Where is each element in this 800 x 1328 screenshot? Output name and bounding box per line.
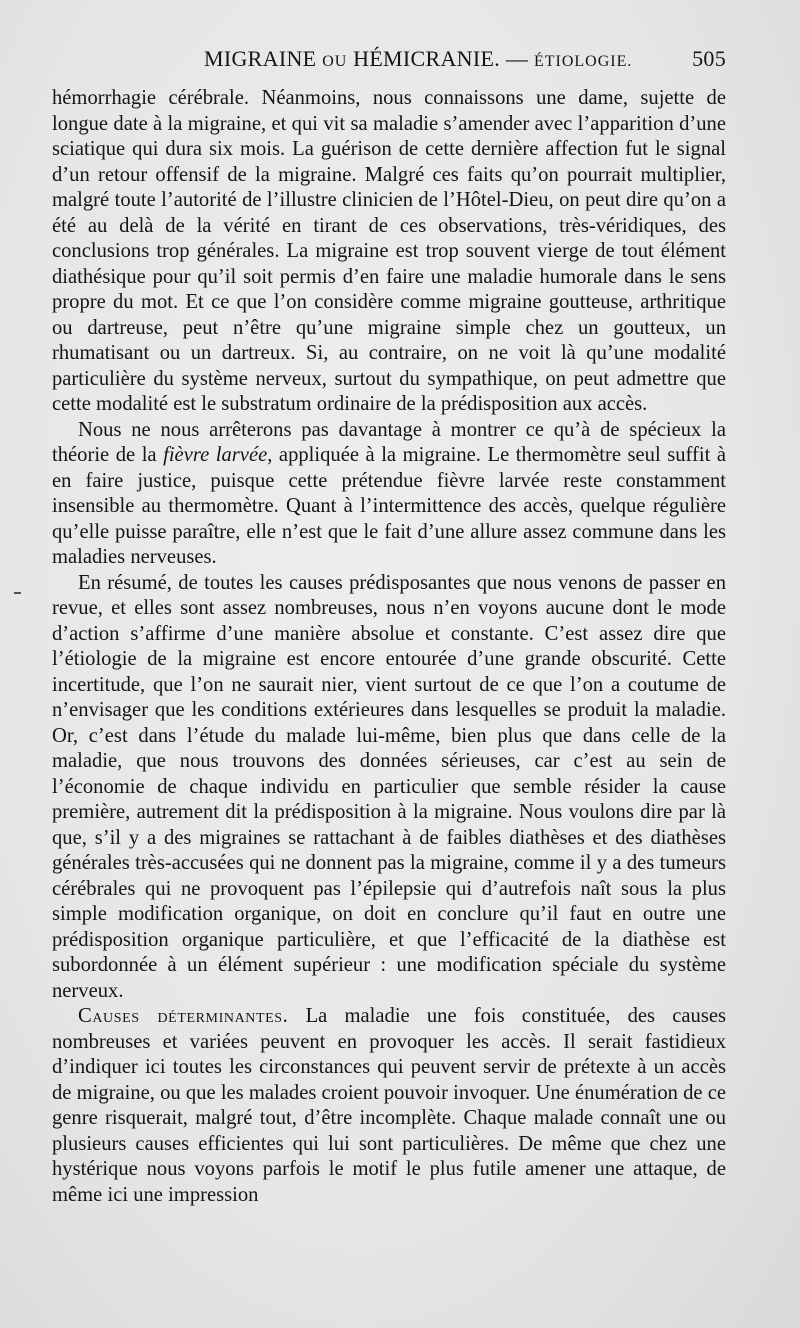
- running-header: [52, 46, 726, 82]
- body-text: [52, 86, 726, 1208]
- title-dash: —: [505, 46, 529, 71]
- paragraph-2: [52, 418, 726, 571]
- title-main: MIGRAINE: [204, 46, 317, 71]
- paragraph-4: [52, 1004, 726, 1208]
- paragraph-2-start: Nous ne nous arrêterons pas davantage à montrer ce qu’à de spécieux la théorie de la: [52, 418, 726, 466]
- running-title: [204, 46, 632, 72]
- italic-term: fièvre larvée: [163, 444, 268, 466]
- paragraph-2-end: , appliquée à la migraine. Le thermomètre seul suffit à en faire justice, puisque cette prétendue fièvre larvée reste constamment insensible au thermomètre. Quant à l’intermittence des accès, quelque régulière qu’elle puisse paraître, elle n’est que le fait d’une allure assez commune dans les maladies nerveuses.: [52, 444, 727, 568]
- title-section: ÉTIOLOGIE.: [533, 53, 633, 70]
- paragraph-1: hémorrhagie cérébrale. Néanmoins, nous connaissons une dame, sujette de longue date à la migraine, et qui vit sa maladie s’amender avec l’apparition d’une sciatique qui dura six mois. La guérison de cette dernière affection fut le signal d’un retour offensif de la migraine. Malgré ces faits qu’on pourrait multiplier, malgré toute l’autorité de l’illustre clinicien de l’Hôtel-Dieu, on peut dire qu’on a été au delà de la vérité en tirant de ces observations, très-véridiques, des conclusions trop générales. La migraine est trop souvent vierge de tout élément diathésique pour qu’il soit permis d’en faire une maladie humorale dans le sens propre du mot. Et ce que l’on considère comme migraine goutteuse, arthritique ou dartreuse, peut n’être qu’une migraine simple chez un goutteux, un rhumatisant ou un dartreux. Si, au contraire, on ne voit là qu’une modalité particulière du système nerveux, surtout du sympathique, on peut admettre que cette modalité est le substratum ordinaire de la prédisposition aux accès.: [52, 87, 726, 415]
- page-number: 505: [692, 46, 726, 71]
- paragraph-3: En résumé, de toutes les causes prédisposantes que nous venons de passer en revue, et elles sont assez nombreuses, nous n’en voyons aucune dont le mode d’action s’affirme d’une manière absolue et constante. C’est assez dire que l’étiologie de la migraine est encore entourée d’une grande obscurité. Cette incertitude, que l’on ne saurait nier, vient surtout de ce que l’on a coutume de n’envisager que les conditions extérieures dans lesquelles se produit la maladie. Or, c’est dans l’étude du malade lui-même, bien plus que dans celle de la maladie, que nous trouvons des données sérieuses, car c’est au sein de l’économie de chaque individu en particulier que semble résider la cause première, autrement dit la prédisposition à la migraine. Nous voulons dire par là que, s’il y a des migraines se rattachant à de faibles diathèses et des diathèses générales très-accusées qui ne donnent pas la migraine, comme il y a des tumeurs cérébrales qui ne provoquent pas l’épilepsie qui d’autrefois naît sous la plus simple modification organique, on doit en conclure qu’il faut en outre une prédisposition organique particulière, et que l’efficacité de la diathèse est subordonnée à un élément supérieur : une modification spéciale du système nerveux.: [52, 571, 726, 1002]
- title-second: HÉMICRANIE.: [353, 46, 501, 71]
- margin-mark: [14, 592, 21, 594]
- paragraph-4-text: La maladie une fois constituée, des causes nombreuses et variées peuvent en provoquer les accès. Il serait fastidieux d’indiquer ici toutes les circonstances qui peuvent servir de prétexte à un accès de migraine, ou que les malades croient pouvoir invoquer. Une énumération de ce genre risquerait, malgré tout, d’être incomplète. Chaque malade connaît une ou plusieurs causes efficientes qui lui sont particulières. De même que chez une hystérique nous voyons parfois le motif le plus futile amener une attaque, de même ici une impression: [52, 1005, 726, 1206]
- section-heading: Causes déterminantes.: [78, 1005, 289, 1027]
- title-ou: OU: [322, 53, 348, 70]
